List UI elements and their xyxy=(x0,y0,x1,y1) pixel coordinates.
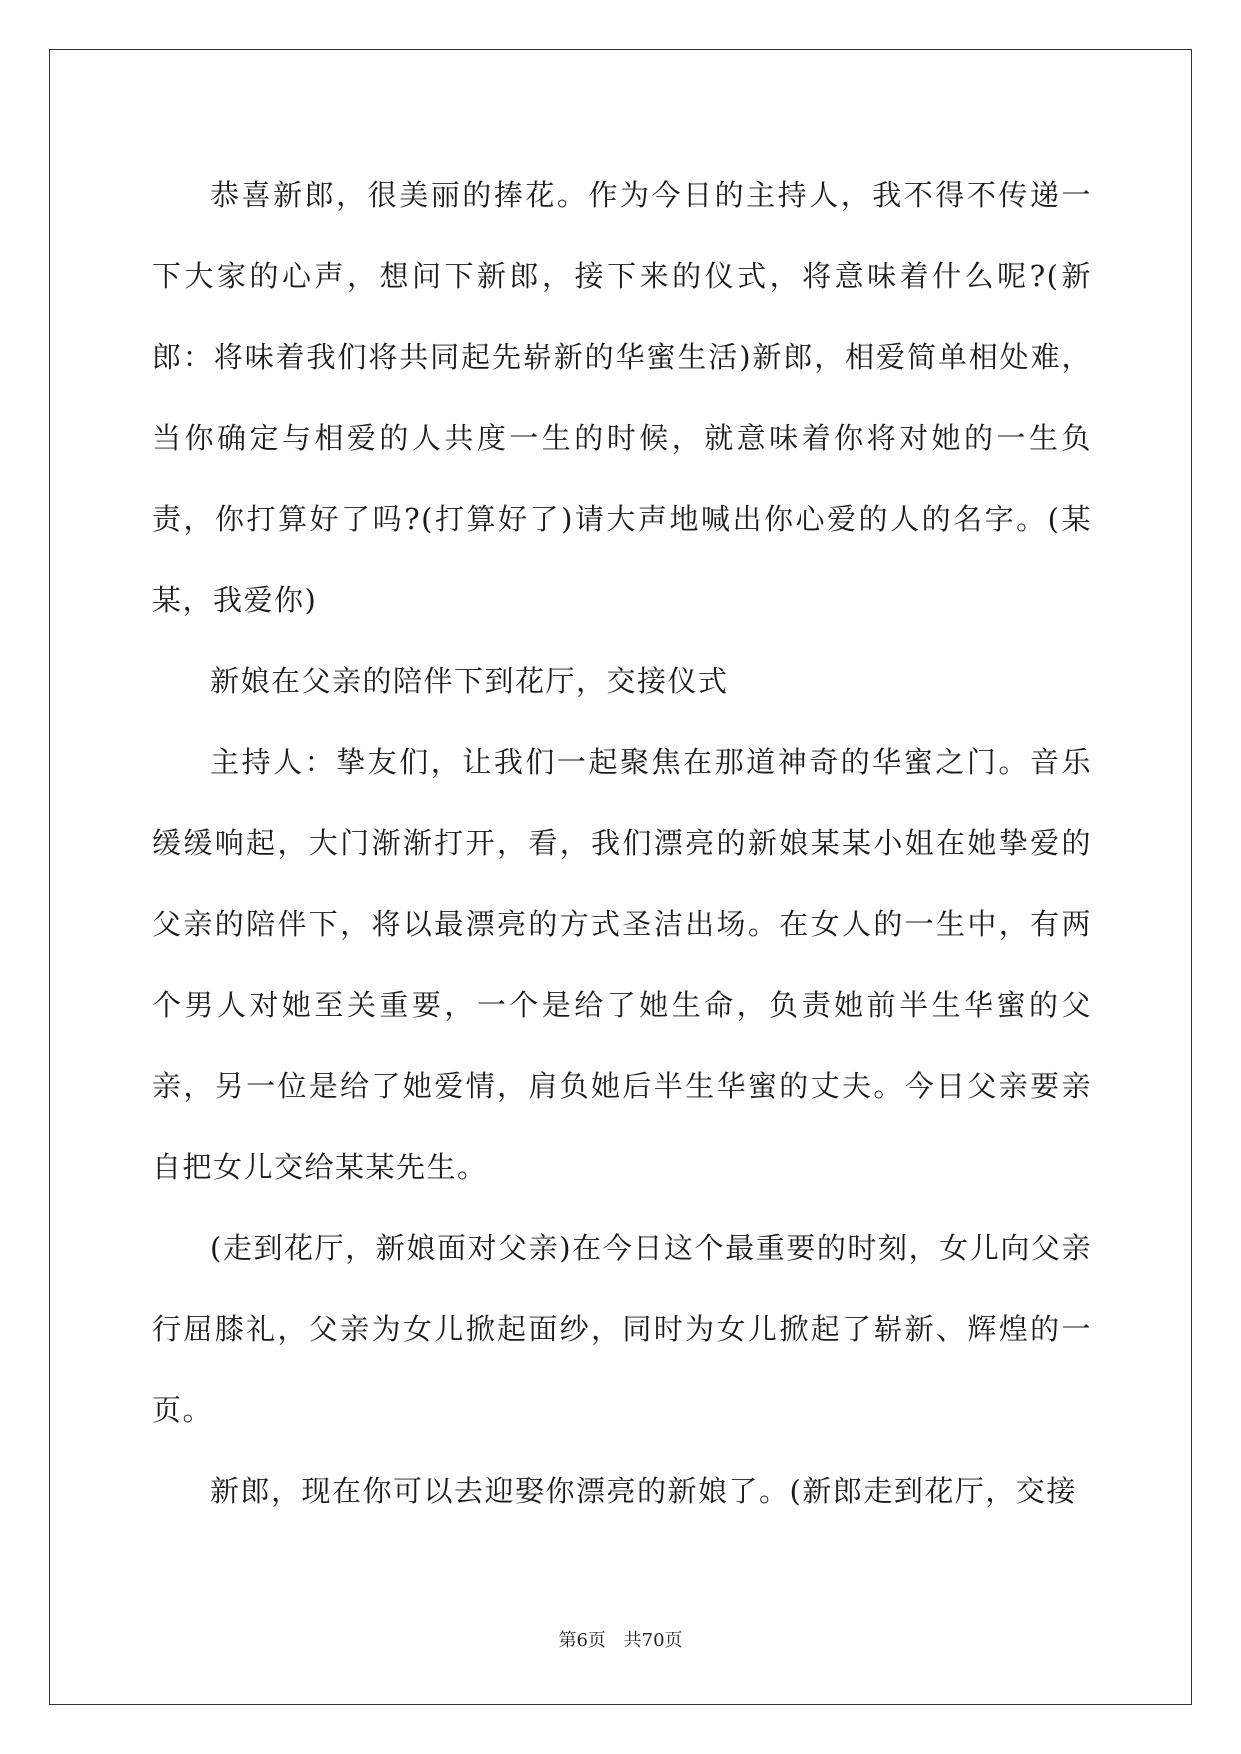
page-number-total: 共70页 xyxy=(623,1630,683,1651)
document-body xyxy=(152,155,1092,1532)
paragraph-1: 恭喜新郎，很美丽的捧花。作为今日的主持人，我不得不传递一下大家的心声，想问下新郎，接下来的仪式，将意味着什么呢?(新郎：将味着我们将共同起先崭新的华蜜生活)新郎，相爱简单相处难，当你确定与相爱的人共度一生的时候，就意味着你将对她的一生负责，你打算好了吗?(打算好了)请大声地喊出你心爱的人的名字。(某某，我爱你) xyxy=(152,178,1092,617)
paragraph-2: 新娘在父亲的陪伴下到花厅，交接仪式 xyxy=(210,664,729,698)
page-number-current: 第6页 xyxy=(558,1630,606,1651)
paragraph-4: (走到花厅，新娘面对父亲)在今日这个最重要的时刻，女儿向父亲行屈膝礼，父亲为女儿掀起面纱，同时为女儿掀起了崭新、辉煌的一页。 xyxy=(152,1231,1092,1427)
page-footer xyxy=(0,1626,1241,1652)
paragraph-5: 新郎，现在你可以去迎娶你漂亮的新娘了。(新郎走到花厅，交接 xyxy=(210,1474,1077,1508)
paragraph-3: 主持人：挚友们，让我们一起聚焦在那道神奇的华蜜之门。音乐缓缓响起，大门渐渐打开，看，我们漂亮的新娘某某小姐在她挚爱的父亲的陪伴下，将以最漂亮的方式圣洁出场。在女人的一生中，有两个男人对她至关重要，一个是给了她生命，负责她前半生华蜜的父亲，另一位是给了她爱情，肩负她后半生华蜜的丈夫。今日父亲要亲自把女儿交给某某先生。 xyxy=(152,745,1092,1184)
